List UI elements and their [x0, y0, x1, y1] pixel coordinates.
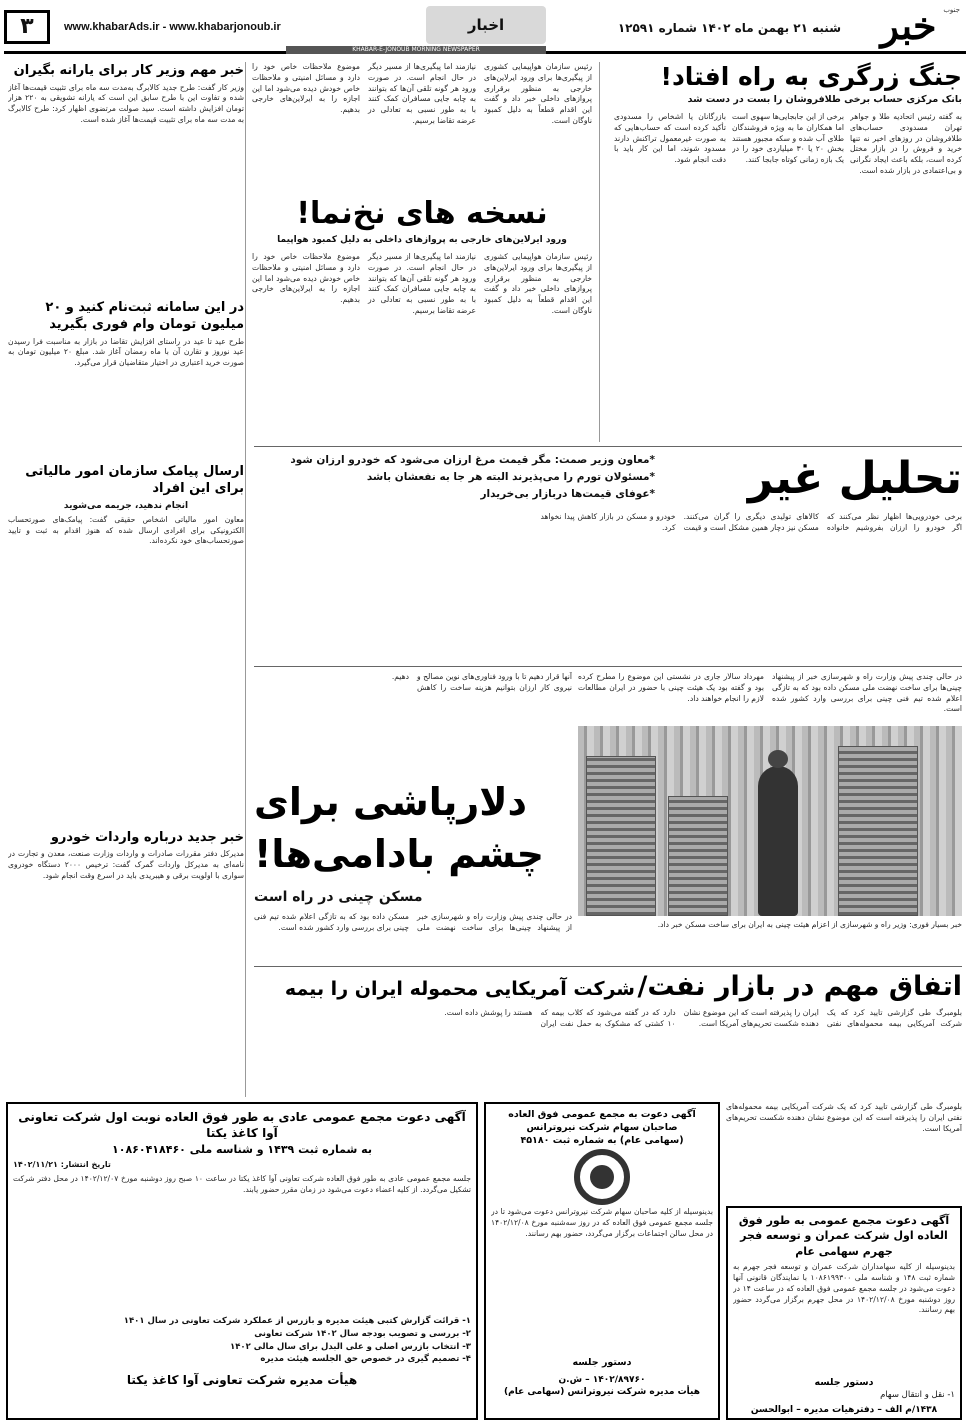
oil-title-sub: شرکت آمریکایی محموله ایران را بیمه	[284, 978, 635, 1000]
divider	[245, 62, 246, 1097]
oil-title	[254, 970, 962, 1004]
flights-top-text: رئیس سازمان هواپیمایی کشوری از پیگیری‌ها برای ورود ایرلاین‌های خارجی به منظور برقراری پروازهای داخلی خبر داد و گفت این اقدام قطعاً به دلیل کمبود ناوگان است. نیازمند اما پیگیری‌ها از مسیر دیگر در حال انجام است. در صورت ورود هر گونه تلقی آن‌ها که بتوانند به چابه جایی مسافران کمک کنند با به طور نسبی به تعادلی در عرضه تقاضا برسیم. موضوع ملاحظات خاص خود را دارد و مسائل امنیتی و ملاحظات خاص خودش دیده می‌شود اما این اجازه را به ایرلاین‌های خارجی بدهیم.	[252, 62, 592, 125]
flights-body: رئیس سازمان هواپیمایی کشوری از پیگیری‌ها برای ورود ایرلاین‌های خارجی به منظور برقراری پروازهای داخلی خبر داد و گفت این اقدام قطعاً به دلیل کمبود ناوگان است. نیازمند اما پیگیری‌ها از مسیر دیگر در حال انجام است. در صورت ورود هر گونه تلقی آن‌ها که بتوانند به چابه جایی مسافران کمک کنند با به طور نسبی به تعادلی در عرضه تقاضا برسیم. موضوع ملاحظات خاص خود را دارد و مسائل امنیتی و ملاحظات خاص خودش دیده می‌شود اما این اجازه را به ایرلاین‌های خارجی بدهیم.	[252, 252, 592, 315]
economy-body-3: معاون امور مالیاتی اشخاص حقیقی گفت: پیامک‌های صورتحساب الکترونیکی برای افرادی ارسال شده که هنوز اقدام به ثبت و تایید صورتحساب‌های خود نکرده‌اند.	[8, 514, 244, 546]
ad2-footer: هیأت مدیره شرکت نیروترانس (سهامی عام)	[504, 1387, 700, 1398]
oil-continued: بلومبرگ طی گزارشی تایید کرد که یک شرکت آمریکایی بیمه محموله‌های نفتی ایران را پذیرفته است که این موضوع نشان دهنده شکست تحریم‌های آمریکا است.	[726, 1102, 962, 1133]
section-label: اخبار	[426, 6, 546, 44]
car-title: تحلیل غیر	[747, 453, 962, 504]
company-logo-icon	[574, 1149, 630, 1205]
car-bullets: *معاون وزیر صمت: مگر قیمت مرغ ارزان می‌شود که خودرو ارزان شود *مسئولان تورم را می‌پذیرند البته هر جا به نفعشان باشد *عوفای قیمت‌ها دربازار بی‌خریدار	[290, 454, 655, 500]
english-strip: KHABAR-E-JONOUB MORNING NEWSPAPER	[286, 46, 546, 54]
issue-date: شنبه ۲۱ بهمن ماه ۱۴۰۲ شماره ۱۲۵۹۱	[617, 21, 841, 35]
divider	[254, 666, 962, 667]
economy-title-2: در این سامانه ثبت‌نام کنید و ۲۰ میلیون تومان وام فوری بگیرید	[45, 299, 244, 333]
oil-body: بلومبرگ طی گزارشی تایید کرد که یک شرکت آمریکایی بیمه محموله‌های نفتی ایران را پذیرفته است که این موضوع نشان دهنده شکست تحریم‌های آمریکا است. دارد که در گفته می‌شود که کلاب بیمه که ۱۰ کشتی که مشکوک به حمل نفت ایران هستند را پوشش داده است.	[444, 1008, 962, 1028]
masthead	[4, 4, 966, 54]
flights-subtitle: ورود ایرلاین‌های خارجی به پروازهای داخلی به دلیل کمبود هواپیما	[277, 235, 567, 245]
ad3-item: ۱- نقل و انتقال سهام	[880, 1389, 955, 1400]
logo-subtitle: جنوب	[943, 6, 960, 14]
economy-title-3: ارسال پیامک سازمان امور مالیاتی برای این افراد	[25, 463, 244, 497]
housing-body-4: در حالی چندی پیش وزارت راه و شهرسازی خبر از پیشنهاد چینی‌ها برای ساخت نهضت ملی مسکن داده بود که به تازگی اعلام شده تیم فنی چینی برای بررسی وارد کشور شده است.	[254, 912, 572, 932]
page-number: ۳	[4, 10, 50, 44]
housing-body-2: مهرداد سالار جاری در نشستی این موضوع را مطرح کرده بود و گفته بود یک هیئت چینی با حضور در ایران مطالعات لازم را انجام خواهند داد.	[578, 672, 764, 703]
ad1-reg: به شماره ثبت ۱۴۳۹ و شناسه ملی ۱۰۸۶۰۴۱۸۴۶۰	[112, 1143, 372, 1157]
ad1-body: جلسه مجمع عمومی عادی به طور فوق العاده شرکت تعاونی آوا کاغذ یکتا در ساعت ۱۰ صبح روز دوشنبه مورخ ۱۴۰۲/۱۲/۰۷ در محل دفتر شرکت تشکیل می‌گردد. از کلیه اعضاء دعوت می‌شود در زمان مقرر حضور یابند.	[13, 1174, 471, 1194]
construction-photo	[578, 726, 962, 916]
divider	[254, 966, 962, 967]
ad3-body: بدینوسیله از کلیه سهامداران شرکت عمران و توسعه فجر جهرم به شماره ثبت ۱۴۸ و شناسه ملی ۱۰۸۶۱۹۹۳۰۰ با نمایندگان قانونی آنها دعوت می‌شود در جلسه مجمع عمومی فوق العاده که در ساعت ۱۴ در روز دوشنبه مورخ ۱۴۰۲/۱۲/۰۸ در محل جهرم برگزار می‌گردد حضور بهم رسانند.	[733, 1262, 955, 1315]
ad-ava-kaghaz	[6, 1102, 478, 1420]
ad3-agenda: دستور جلسه	[814, 1377, 874, 1389]
ad1-date: تاریخ انتشار: ۱۴۰۲/۱۱/۲۱	[13, 1160, 111, 1170]
divider	[254, 446, 962, 447]
gold-col-2: برخی از این جابجایی‌ها سهوی است اما همکاران ما به ویژه فروشندگان طلای آب شده و سکه مجبور هستند بخش ۲۰ یا ۳۰ میلیاردی خود را در یک بازه زمانی کوتاه جابجا کنند.	[732, 112, 844, 165]
economy-body-1: وزیر کار گفت: طرح جدید کالابرگ به‌مدت سه ماه برای تثبیت قیمت‌ها آغاز شده و تفاوت این با طرح سابق این است که یارانه تشویقی به ۲۲۰ هزار تومان افزایش داشته است. سید صولت مرتضوی اظهار کرد: طرح کالابرگ به مدت سه ماه برای تثبیت قیمت‌ها آغاز شده است.	[8, 82, 244, 124]
gold-title: جنگ زرگری به راه افتاد!	[660, 62, 962, 91]
economy-title-1: خبر مهم وزیر کار برای یارانه بگیران	[13, 63, 244, 78]
gold-subtitle: بانک مرکزی حساب برخی طلافروشان را بست در دست شد	[687, 94, 962, 105]
ad2-sub: (سهامی عام) به شماره ثبت ۴۵۱۸۰	[520, 1134, 684, 1146]
housing-body: در حالی چندی پیش وزارت راه و شهرسازی خبر از پیشنهاد چینی‌ها برای ساخت نهضت ملی مسکن داده بود که به تازگی اعلام شده تیم فنی چینی برای بررسی وارد کشور شده است.	[772, 672, 962, 714]
gold-col-3: بازرگانان یا اشخاص را مسدودی تأکید کرده است که حساب‌هایی که به صورت غیرمعمول تراکنش دارند مسدود شوند، اما این کار باید با دقت انجام شود.	[614, 112, 726, 165]
ad3-footer: ۱۴۳۸/م الف – دفترهیات مدیره – ابوالحسن	[750, 1405, 938, 1416]
ad3-title: آگهی دعوت مجمع عمومی به طور فوق العاده اول شرکت عمران و توسعه فجر جهرم سهامی عام	[738, 1214, 950, 1258]
flights-title: نسخه های نخ‌نما!	[296, 196, 548, 231]
economy-column	[8, 62, 244, 1097]
economy-body-4: مدیرکل دفتر مقررات صادرات و واردات وزارت صنعت، معدن و تجارت در نامه‌ای به مدیرکل واردات گمرک گفت: ترخیص ۲۰۰۰ دستگاه خودروی سواری با اولویت برقی و هیبریدی باید در اسرع وقت انجام شود.	[8, 849, 244, 880]
ad-omran-fajr	[726, 1206, 962, 1420]
economy-body-2: طرح عید تا عید در راستای افزایش تقاضا در بازار به مناسبت فرا رسیدن عید نوروز و تقارن آن با ماه رمضان آغاز شد. مبلغ ۲۰ میلیون تومان به صورت خرید اعتباری در اختیار متقاضیان قرار می‌گیرد.	[8, 336, 244, 368]
website-urls[interactable]: www.khabarAds.ir - www.khabarjonoub.ir	[64, 21, 281, 33]
economy-title-4: خبر جدید درباره واردات خودرو	[50, 829, 244, 845]
ad2-body: بدینوسیله از کلیه صاحبان سهام شرکت نیروترانس دعوت می‌شود تا در جلسه مجمع عمومی فوق العاده که در روز سه‌شنبه مورخ ۱۴۰۲/۱۲/۰۸ در محل سالن اجتماعات برگزار می‌گردد، حضور بهم رسانند.	[491, 1207, 713, 1238]
economy-sub-3: انجام ندهید، جریمه می‌شوید	[63, 500, 189, 511]
housing-title: دلارپاشی برای چشم بادامی‌ها!	[254, 780, 545, 876]
gold-col-1: به گفته رئیس اتحادیه طلا و جواهر تهران مسدودی حساب‌های طلافروشان در روزهای اخیر نه تنها خرید و فروش را در بازار مختل کرده است، بلکه باعث ایجاد نگرانی و بی‌اعتمادی در بازار شده است.	[850, 112, 962, 175]
ad1-footer: هیأت مدیره شرکت تعاونی آوا کاغذ یکتا	[126, 1373, 358, 1388]
ad2-title: آگهی دعوت به مجمع عمومی فوق العاده صاحبان سهام شرکت نیروترانس	[508, 1109, 696, 1133]
photo-caption: خبر بسیار فوری: وزیر راه و شهرسازی از اعزام هیئت چینی به ایران برای ساخت مسکن خبر داد.	[657, 920, 962, 929]
ad1-title: آگهی دعوت مجمع عمومی عادی به طور فوق العاده نوبت اول شرکت تعاونی آوا کاغذ یکتا	[18, 1110, 466, 1141]
oil-title-main: اتفاق مهم در بازار نفت/	[637, 971, 962, 1002]
ad2-agenda: دستور جلسه	[572, 1357, 632, 1369]
newspaper-logo: خبر	[880, 3, 937, 48]
housing-body-3: آنها قرار دهیم تا با ورود فناوری‌های نوین مصالح و نیروی کار ارزان بتوانیم هزینه ساخت را کاهش دهیم.	[391, 672, 572, 692]
divider	[599, 62, 600, 442]
ad2-code: ۱۴۰۲/۸۹۷۶۰ – ش.ن	[558, 1375, 646, 1386]
housing-subtitle: مسکن چینی در راه است	[254, 889, 423, 905]
ad-niroo-trans	[484, 1102, 720, 1420]
ad1-items: ۱- قرائت گزارش کتبی هیئت مدیره و بازرس از عملکرد شرکت تعاونی در سال ۱۴۰۱ ۲- بررسی و تصویب بودجه سال ۱۴۰۲ شرکت تعاونی ۳- انتخاب بازرس اصلی و علی البدل برای سال مالی ۱۴۰۲ ۴- تصمیم گیری در خصوص حق الجلسه هیئت مدیره	[123, 1316, 471, 1365]
car-body: برخی خودرویی‌ها اظهار نظر می‌کنند که اگر خودرو را ارزان بفروشیم خانواده کالاهای تولیدی دیگری را گران می‌کنند. مسکن نیز دچار همین مشکل است و قیمت خودرو و مسکن در بازار کاهش پیدا نخواهد کرد.	[540, 512, 962, 532]
